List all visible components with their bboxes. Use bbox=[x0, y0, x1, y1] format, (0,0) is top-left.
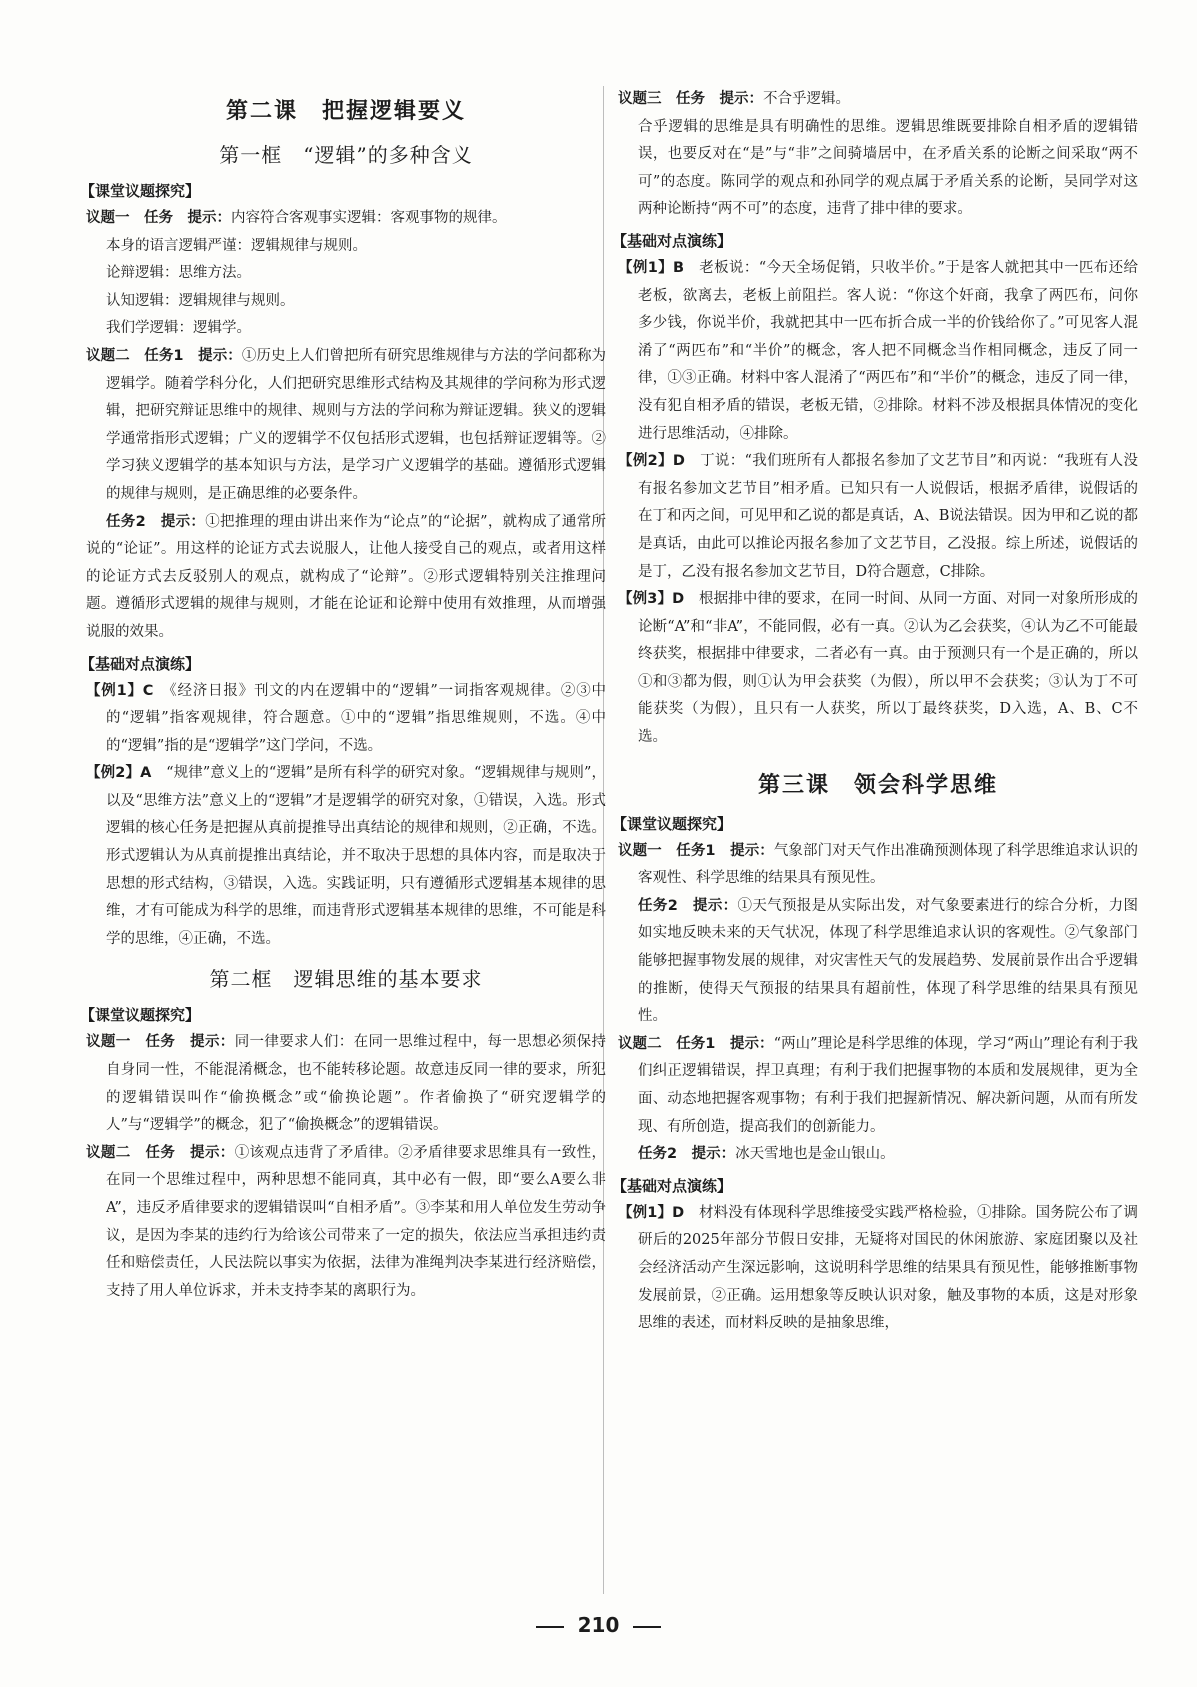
issue-2-tag: 议题二 任务 提示： bbox=[86, 1144, 235, 1161]
section-heading: 【课堂议题探究】 bbox=[80, 1006, 201, 1025]
dash-left bbox=[536, 1626, 564, 1628]
example-1: 【例1】C 《经济日报》刊文的内在逻辑中的“逻辑”一词指客观规律。②③中的“逻辑”指客观规律，符合题意。①中的“逻辑”指思维规则，不选。④中的“逻辑”指的是“逻辑学”这门学问，不选。 bbox=[86, 682, 607, 754]
section-heading: 【课堂议题探究】 bbox=[80, 182, 201, 200]
issue-1-line: 本身的语言逻辑严谨：逻辑规律与规则。 bbox=[106, 237, 367, 254]
issue-2-answer: 议题二 任务1 提示：①历史上人们曾把所有研究思维规律与方法的学问都称为逻辑学。随着学科分化，人们把研究思维形式结构及其规律的学问称为形式逻辑，把研究辩证思维中的规律、规则与方法的学问称为辩证逻辑。狭义的逻辑学通常指形式逻辑；广义的逻辑学不仅包括形式逻辑，也包括辩证逻辑等。②学习狭义逻辑学的基本知识与方法，是学习广义逻辑学的基础。遵循形式逻辑的规律与规则，是正确思维的必要条件。 bbox=[86, 347, 607, 502]
issue-2-answer: 议题二 任务 提示：①该观点违背了矛盾律。②矛盾律要求思维具有一致性，在同一个思维过程中，两种思想不能同真，其中必有一假，即“要么A要么非A”，违反矛盾律要求的逻辑错误叫“自相矛盾”。③李某和用人单位发生劳动争议，是因为李某的违约行为给该公司带来了一定的损失，依法应当承担违约责任和赔偿责任，人民法院以事实为依据，法律为准绳判决李某进行经济赔偿，支持了用人单位诉求，并未支持李某的离职行为。 bbox=[86, 1144, 607, 1299]
issue-1-tag: 议题一 任务 提示： bbox=[86, 210, 231, 226]
issue-1-line: 论辩逻辑：思维方法。 bbox=[106, 265, 251, 282]
issue-2-tag: 议题二 任务1 提示： bbox=[618, 1035, 774, 1052]
task-2-answer: 任务2 提示：①天气预报是从实际出发，对气象要素进行的综合分析，力图如实地反映未来的天气状况，体现了科学思维追求认识的客观性。②气象部门能够把握事物发展的规律，对灾害性天气的发展趋势、发展前景作出合乎逻辑的推断，使得天气预报的结果具有超前性，体现了科学思维的结果具有预见性。 bbox=[638, 897, 1138, 1025]
issue-1-line: 认知逻辑：逻辑规律与规则。 bbox=[106, 292, 295, 309]
issue-2-tag: 议题二 任务1 提示： bbox=[86, 347, 242, 364]
issue-3-body: 合乎逻辑的思维是具有明确性的思维。逻辑思维既要排除自相矛盾的逻辑错误，也要反对在“是”与“非”之间骑墙居中，在矛盾关系的论断之间采取“两不可”的态度。陈同学的观点和孙同学的观点属于矛盾关系的论断，吴同学对这两种论断持“两不可”的态度，违背了排中律的要求。 bbox=[638, 118, 1138, 218]
issue-1-answer: 议题一 任务1 提示：气象部门对天气作出准确预测体现了科学思维追求认识的客观性、科学思维的结果具有预见性。 bbox=[618, 842, 1139, 887]
section-heading: 【基础对点演练】 bbox=[612, 1176, 733, 1195]
issue-1-answer: 议题一 任务 提示：同一律要求人们：在同一思维过程中，每一思想必须保持自身同一性，不能混淆概念，也不能转移论题。故意违反同一律的要求，所犯的逻辑错误叫作“偷换概念”或“偷换论题”。作者偷换了“研究逻辑学的人”与“逻辑学”的概念，犯了“偷换概念”的逻辑错误。 bbox=[86, 1034, 607, 1134]
issue-1-answer: 议题一 任务 提示：内容符合客观事实逻辑：客观事物的规律。 bbox=[86, 210, 507, 226]
frame-2-title: 第二框 逻辑思维的基本要求 bbox=[209, 967, 483, 992]
issue-1-line: 我们学逻辑：逻辑学。 bbox=[106, 320, 251, 337]
task-2b-answer: 任务2 提示：冰天雪地也是金山银山。 bbox=[638, 1146, 895, 1163]
task-2-tag: 任务2 提示： bbox=[106, 513, 206, 530]
lesson-2-title: 第二课 把握逻辑要义 bbox=[225, 98, 466, 124]
example-1: 【例1】B 老板说：“今天全场促销，只收半价。”于是客人就把其中一匹布还给老板，欲离去，老板上前阻拦。客人说：“你这个奸商，我拿了两匹布，问你多少钱，你说半价，我就把其中一匹布折合成一半的价钱给你了。”可见客人混淆了“两匹布”和“半价”的概念，客人把不同概念当作相同概念，违反了同一律，①③正确。材料中客人混淆了“两匹布”和“半价”的概念，违反了同一律，没有犯自相矛盾的错误，老板无错，②排除。材料不涉及根据具体情况的变化进行思维活动，④排除。 bbox=[618, 259, 1138, 442]
left-column bbox=[80, 86, 607, 1305]
frame-1-title: 第一框 “逻辑”的多种含义 bbox=[219, 143, 473, 167]
task-2-answer: 任务2 提示：①把推理的理由讲出来作为“论点”的“论据”，就构成了通常所说的“论证”。用这样的论证方式去说服人，让他人接受自己的观点，或者用这样的论证方式去反驳别人的观点，就构成了“论辩”。②形式逻辑特别关注推理问题。遵循形式逻辑的规律与规则，才能在论证和论辩中使用有效推理，从而增强说服的效果。 bbox=[86, 513, 606, 640]
example-2: 【例2】D 丁说：“我们班所有人都报名参加了文艺节目”和丙说：“我班有人没有报名参加文艺节目”相矛盾。已知只有一人说假话，根据矛盾律，说假话的在丁和丙之间，可见甲和乙说的都是真话，A、B说法错误。因为甲和乙说的都是真话，由此可以推论丙报名参加了文艺节目，乙没报。综上所述，说假话的是丁，乙没有报名参加文艺节目，D符合题意，C排除。 bbox=[618, 453, 1139, 580]
right-column bbox=[612, 86, 1139, 1338]
issue-3-answer: 议题三 任务 提示：不合乎逻辑。 bbox=[618, 91, 850, 107]
issue-2-answer: 议题二 任务1 提示：“两山”理论是科学思维的体现，学习“两山”理论有利于我们纠正逻辑错误，捍卫真理；有利于我们把握事物的本质和发展规律，更为全面、动态地把握客观事物；有利于我们把握新情况、解决新问题，从而有所发现、有所创造，提高我们的创新能力。 bbox=[618, 1035, 1138, 1135]
issue-1-tag: 议题一 任务 提示： bbox=[86, 1034, 235, 1051]
example-2: 【例2】A “规律”意义上的“逻辑”是所有科学的研究对象。“逻辑规律与规则”，以及“思维方法”意义上的“逻辑”才是逻辑学的研究对象，①错误，入选。形式逻辑的核心任务是把握从真前提推导出真结论的规律和规则，②正确，不选。形式逻辑认为从真前提推出真结论，并不取决于思想的具体内容，而是取决于思想的形式结构，③错误，入选。实践证明，只有遵循形式逻辑基本规律的思维，才有可能成为科学的思维，而违背形式逻辑基本规律的思维，不可能是科学的思维，④正确，不选。 bbox=[86, 765, 606, 947]
page-number-text: 210 bbox=[577, 1613, 620, 1637]
example-tag: 【例2】A bbox=[86, 765, 152, 782]
example-tag: 【例1】B bbox=[618, 259, 685, 276]
lesson-3-title: 第三课 领会科学思维 bbox=[757, 771, 998, 798]
example-tag: 【例1】D bbox=[618, 1204, 685, 1221]
issue-1-tag: 议题一 任务1 提示： bbox=[618, 842, 774, 859]
example-tag: 【例1】C bbox=[86, 682, 154, 699]
dash-right bbox=[633, 1626, 661, 1628]
issue-3-tag: 议题三 任务 提示： bbox=[618, 91, 763, 107]
section-heading: 【基础对点演练】 bbox=[80, 654, 201, 673]
example-tag: 【例2】D bbox=[618, 453, 685, 470]
example-1: 【例1】D 材料没有体现科学思维接受实践严格检验，①排除。国务院公布了调研后的2025年部分节假日安排，无疑将对国民的休闲旅游、家庭团聚以及社会经济活动产生深远影响，这说明科学思维的结果具有预见性，能够推断事物发展前景，②正确。运用想象等反映认识对象，触及事物的本质，这是对形象思维的表述，而材料反映的是抽象思维， bbox=[618, 1204, 1139, 1332]
section-heading: 【课堂议题探究】 bbox=[612, 814, 733, 833]
section-heading: 【基础对点演练】 bbox=[612, 231, 733, 250]
example-3: 【例3】D 根据排中律的要求，在同一时间、从同一方面、对同一对象所形成的论断“A”和“非A”，不能同假，必有一真。②认为乙会获奖，④认为乙不可能最终获奖，根据排中律要求，二者必有一真。由于预测只有一个是正确的，所以①和③都为假，则①认为甲会获奖（为假），所以甲不会获奖；③认为丁不可能获奖（为假），且只有一人获奖，所以丁最终获奖，D入选，A、B、C不选。 bbox=[618, 591, 1139, 746]
page-number bbox=[0, 1613, 1197, 1637]
task-2b-tag: 任务2 提示： bbox=[638, 1146, 736, 1163]
example-tag: 【例3】D bbox=[618, 591, 685, 608]
task-2-tag: 任务2 提示： bbox=[638, 897, 738, 914]
